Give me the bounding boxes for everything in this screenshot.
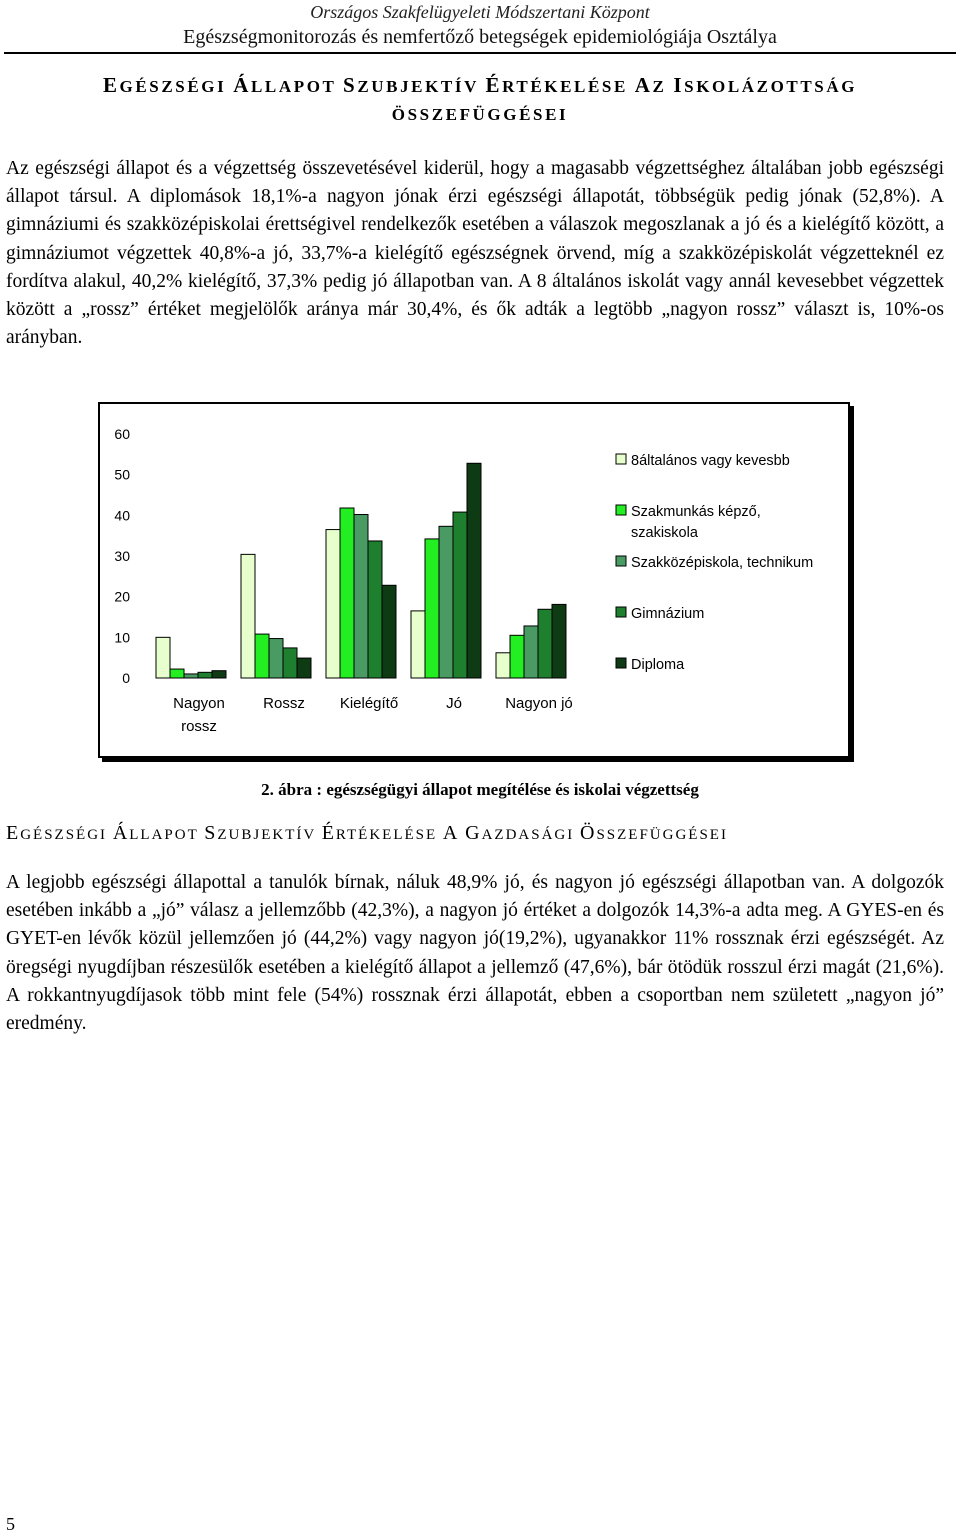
section2-title bbox=[6, 820, 956, 848]
legend-swatch bbox=[616, 454, 626, 464]
bar bbox=[368, 541, 382, 678]
bar bbox=[283, 648, 297, 678]
legend-swatch bbox=[616, 658, 626, 668]
section1-title-text: EGÉSZSÉGI ÁLLAPOT SZUBJEKTÍV ÉRTÉKELÉSE AZ ISKOLÁZOTTSÁG bbox=[102, 73, 858, 97]
page-number: 5 bbox=[6, 1514, 15, 1534]
x-tick-label: Nagyon bbox=[173, 695, 225, 712]
bar bbox=[439, 526, 453, 678]
bar bbox=[170, 669, 184, 678]
header-organization: Országos Szakfelügyeleti Módszertani Központ bbox=[310, 2, 650, 22]
y-tick-label: 60 bbox=[114, 426, 130, 442]
legend-swatch bbox=[616, 607, 626, 617]
y-tick-label: 20 bbox=[114, 588, 130, 605]
bar bbox=[241, 554, 255, 678]
y-tick-label: 10 bbox=[114, 629, 130, 646]
section2-title-text: EGÉSZSÉGI ÁLLAPOT SZUBJEKTÍV ÉRTÉKELÉSE A GAZDASÁGI ÖSSZEFÜGGÉSEI bbox=[6, 822, 728, 844]
y-tick-label: 30 bbox=[114, 548, 130, 564]
section1-paragraph: Az egészségi állapot és a végzettség összevetésével kiderül, hogy a magasabb végzettséghez általában jobb egészségi állapot társul. A diplomások 18,1%-a nagyon jónak érzi egészségi állapotát, többségük pedig jónak (52,8%). A gimnáziumi és szakközépiskolai érettségivel rendelkezők esetében a válaszok megoszlanak a jó és a kielégítő között, a gimnáziumot végzettek 40,8%-a jó, 33,7%-a kielégítő egészségnek örvend, míg a szakközépiskolát végzetteknél ez fordítva alakul, 40,2% kielégítő, 37,3% pedig jó állapotban van. A 8 általános iskolát vagy annál kevesebbet végzettek között a „rossz” értéket megjelölők aránya már 30,4%, és ők adták a legtöbb „nagyon rossz” választ is, 10%-os arányban. bbox=[6, 158, 944, 349]
bar bbox=[524, 626, 538, 678]
legend-swatch bbox=[616, 556, 626, 566]
figure-caption: 2. ábra : egészségügyi állapot megítélése és iskolai végzettség bbox=[261, 780, 699, 799]
section1-title-line1 bbox=[0, 72, 960, 100]
bar bbox=[538, 609, 552, 678]
bar bbox=[212, 671, 226, 678]
x-tick-label: Jó bbox=[446, 695, 462, 712]
bar bbox=[269, 639, 283, 678]
bar bbox=[425, 539, 439, 678]
bar bbox=[198, 672, 212, 678]
bar bbox=[255, 634, 269, 678]
section2-paragraph: A legjobb egészségi állapottal a tanulók bírnak, náluk 48,9% jó, és nagyon jó egészségi állapotban van. A dolgozók esetében inkább a „jó” válasz a jellemzőbb (42,3%), a nagyon jó értéket a dolgozók 14,3%-a adta meg. A GYES-en és GYET-en lévők közül jellemzően jó (44,2%) vagy nagyon jó(19,2%), ugyanakkor 11% rossznak érzi egészségét. Az öregségi nyugdíjban részesülők esetében a kielégítő állapot a jellemző (47,6%), bár ötödük rosszul érzi magát (21,6%). A rokkantnyugdíjasok több mint fele (54%) rossznak érzi állapotát, ebben a csoportban nem született „nagyon jó” eredmény. bbox=[6, 872, 944, 1035]
legend-label: Diploma bbox=[631, 657, 685, 673]
bar bbox=[496, 653, 510, 678]
bar bbox=[411, 611, 425, 678]
section1-title-text-2: ÖSSZEFÜGGÉSEI bbox=[391, 105, 569, 124]
bar bbox=[354, 515, 368, 678]
header-department: Egészségmonitorozás és nemfertőző betegségek epidemiológiája Osztálya bbox=[183, 26, 777, 48]
x-tick-label: rossz bbox=[181, 718, 217, 735]
bar bbox=[552, 604, 566, 678]
section1-title-line2 bbox=[0, 102, 960, 128]
bar bbox=[340, 508, 354, 678]
bar bbox=[297, 658, 311, 678]
bar bbox=[467, 463, 481, 678]
x-tick-label: Kielégítő bbox=[339, 695, 399, 712]
bar bbox=[326, 530, 340, 678]
x-tick-label: Nagyon jó bbox=[505, 695, 573, 712]
y-tick-label: 40 bbox=[114, 507, 130, 524]
bar bbox=[156, 637, 170, 678]
x-tick-label: Rossz bbox=[263, 695, 305, 712]
legend-label: szakiskola bbox=[631, 525, 698, 541]
legend-label: Gimnázium bbox=[631, 606, 705, 622]
bar-chart-svg bbox=[100, 404, 848, 756]
header-rule bbox=[4, 52, 956, 54]
bar-chart bbox=[98, 402, 850, 758]
legend-label: Szakközépiskola, technikum bbox=[631, 555, 814, 571]
bar bbox=[382, 585, 396, 678]
bar bbox=[453, 512, 467, 678]
bar bbox=[510, 635, 524, 678]
bar bbox=[184, 674, 198, 678]
page-header bbox=[0, 0, 960, 50]
y-tick-label: 0 bbox=[122, 670, 130, 686]
legend-swatch bbox=[616, 505, 626, 515]
legend-label: 8általános vagy kevesbb bbox=[631, 453, 790, 469]
y-tick-label: 50 bbox=[114, 466, 130, 483]
legend-label: Szakmunkás képző, bbox=[631, 504, 761, 520]
